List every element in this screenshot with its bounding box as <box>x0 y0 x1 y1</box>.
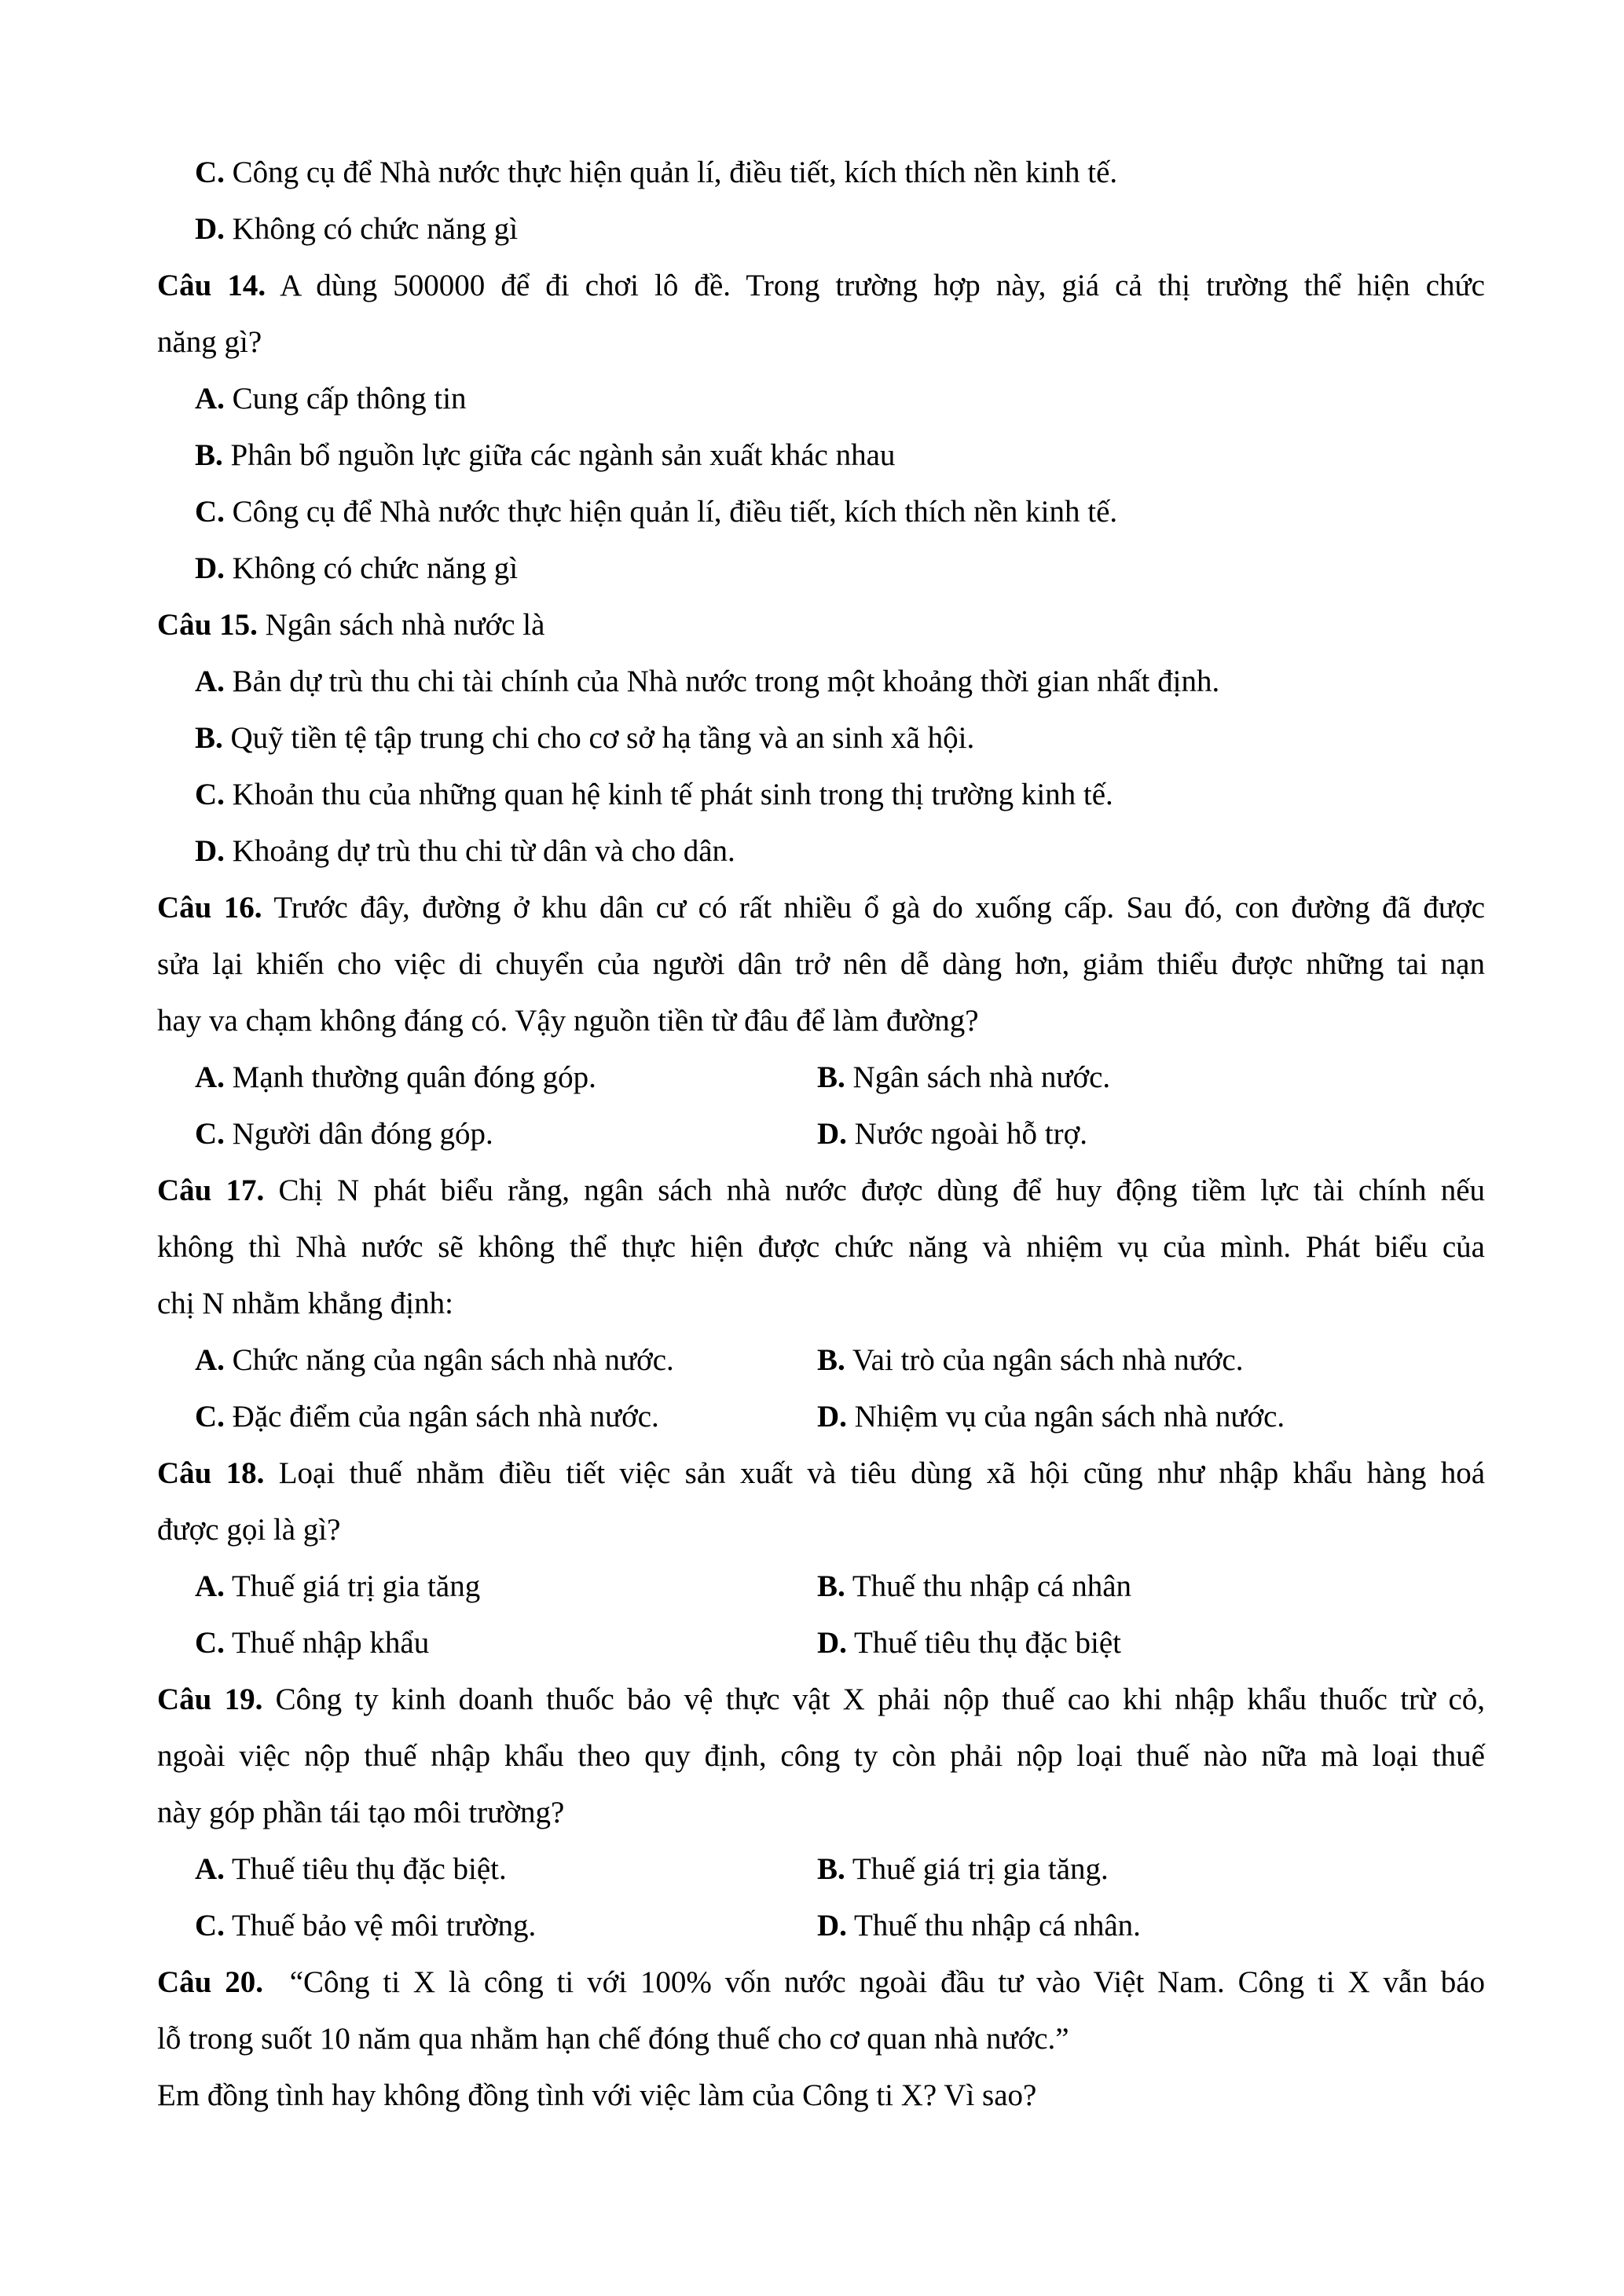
q18-option-b: B. Thuế thu nhập cá nhân <box>817 1569 1132 1603</box>
q17-option-d: D. Nhiệm vụ của ngân sách nhà nước. <box>817 1400 1285 1434</box>
q14-stem-line-1: Câu 14. A dùng 500000 để đi chơi lô đề. Trong trường hợp này, giá cả thị trường thể hiện chức <box>157 269 1485 302</box>
q16-option-c: C. Người dân đóng góp. <box>195 1117 493 1151</box>
q19-option-d: D. Thuế thu nhập cá nhân. <box>817 1909 1141 1943</box>
q16-option-a: A. Mạnh thường quân đóng góp. <box>195 1060 596 1094</box>
q19-option-b: B. Thuế giá trị gia tăng. <box>817 1852 1109 1886</box>
q13-option-d: D. Không có chức năng gì <box>195 212 519 246</box>
q13-option-c: C. Công cụ để Nhà nước thực hiện quản lí, điều tiết, kích thích nền kinh tế. <box>195 156 1118 189</box>
q14-option-c: C. Công cụ để Nhà nước thực hiện quản lí, điều tiết, kích thích nền kinh tế. <box>195 495 1118 529</box>
q17-stem-line-3: chị N nhằm khẳng định: <box>157 1287 453 1320</box>
q20-stem-line-2: lỗ trong suốt 10 năm qua nhằm hạn chế đóng thuế cho cơ quan nhà nước.” <box>157 2022 1069 2056</box>
q14-option-b: B. Phân bổ nguồn lực giữa các ngành sản xuất khác nhau <box>195 438 896 472</box>
q19-option-a: A. Thuế tiêu thụ đặc biệt. <box>195 1852 507 1886</box>
q15-option-c: C. Khoản thu của những quan hệ kinh tế phát sinh trong thị trường kinh tế. <box>195 778 1113 811</box>
q17-option-c: C. Đặc điểm của ngân sách nhà nước. <box>195 1400 659 1434</box>
q17-option-a: A. Chức năng của ngân sách nhà nước. <box>195 1343 674 1377</box>
q16-stem-line-3: hay va chạm không đáng có. Vậy nguồn tiền từ đâu để làm đường? <box>157 1004 979 1038</box>
q20-stem-line-1: Câu 20. “Công ti X là công ti với 100% vốn nước ngoài đầu tư vào Việt Nam. Công ti X vẫn báo <box>157 1965 1486 1999</box>
q16-stem-line-1: Câu 16. Trước đây, đường ở khu dân cư có rất nhiều ổ gà do xuống cấp. Sau đó, con đường đã được <box>157 891 1485 925</box>
q18-stem-line-1: Câu 18. Loại thuế nhằm điều tiết việc sản xuất và tiêu dùng xã hội cũng như nhập khẩu hàng hoá <box>157 1456 1486 1490</box>
q18-option-c: C. Thuế nhập khẩu <box>195 1626 430 1660</box>
q14-stem-line-2: năng gì? <box>157 325 262 359</box>
q15-option-b: B. Quỹ tiền tệ tập trung chi cho cơ sở hạ tầng và an sinh xã hội. <box>195 721 975 755</box>
q15-option-a: A. Bản dự trù thu chi tài chính của Nhà nước trong một khoảng thời gian nhất định. <box>195 665 1220 698</box>
q18-option-d: D. Thuế tiêu thụ đặc biệt <box>817 1626 1122 1660</box>
q18-stem-line-2: được gọi là gì? <box>157 1513 341 1547</box>
q20-stem-line-3: Em đồng tình hay không đồng tình với việc làm của Công ti X? Vì sao? <box>157 2078 1037 2112</box>
q17-stem-line-2: không thì Nhà nước sẽ không thể thực hiện được chức năng và nhiệm vụ của mình. Phát biểu của <box>157 1230 1485 1264</box>
q19-option-c: C. Thuế bảo vệ môi trường. <box>195 1909 537 1943</box>
q14-option-a: A. Cung cấp thông tin <box>195 382 467 416</box>
q15-stem: Câu 15. Ngân sách nhà nước là <box>157 608 545 642</box>
q17-stem-line-1: Câu 17. Chị N phát biểu rằng, ngân sách nhà nước được dùng để huy động tiềm lực tài chính nếu <box>157 1174 1486 1207</box>
q14-option-d: D. Không có chức năng gì <box>195 551 519 585</box>
q16-option-b: B. Ngân sách nhà nước. <box>817 1060 1111 1094</box>
q19-stem-line-3: này góp phần tái tạo môi trường? <box>157 1796 565 1829</box>
q16-option-d: D. Nước ngoài hỗ trợ. <box>817 1117 1087 1151</box>
q17-option-b: B. Vai trò của ngân sách nhà nước. <box>817 1343 1244 1377</box>
q19-stem-line-1: Câu 19. Công ty kinh doanh thuốc bảo vệ thực vật X phải nộp thuế cao khi nhập khẩu thuốc trừ cỏ, <box>157 1683 1486 1716</box>
q15-option-d: D. Khoảng dự trù thu chi từ dân và cho dân. <box>195 834 735 868</box>
q18-option-a: A. Thuế giá trị gia tăng <box>195 1569 481 1603</box>
q19-stem-line-2: ngoài việc nộp thuế nhập khẩu theo quy định, công ty còn phải nộp loại thuế nào nữa mà loại thuế <box>157 1739 1485 1773</box>
q16-stem-line-2: sửa lại khiến cho việc di chuyển của người dân trở nên dễ dàng hơn, giảm thiểu được những tai nạn <box>157 947 1485 981</box>
